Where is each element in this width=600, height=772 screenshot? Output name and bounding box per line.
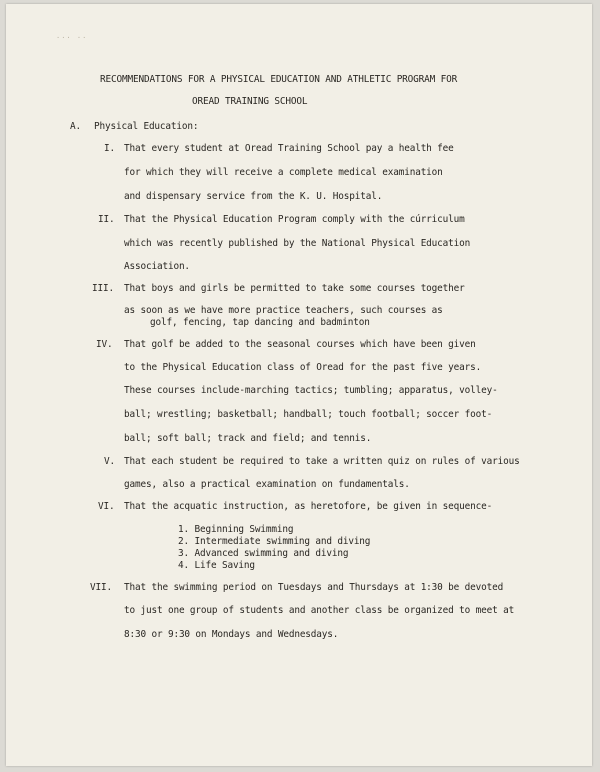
item-numeral: III.	[92, 283, 114, 294]
item-line: ball; wrestling; basketball; handball; touch football; soccer foot-	[124, 409, 493, 420]
item-line: That the swimming period on Tuesdays and Thursdays at 1:30 be devoted	[124, 582, 504, 593]
item-line: That every student at Oread Training School pay a health fee	[124, 143, 454, 154]
item-line: to just one group of students and another class be organized to meet at	[124, 605, 515, 616]
sublist-item: 4. Life Saving	[178, 560, 255, 571]
typed-document-page	[6, 4, 592, 766]
item-line: That boys and girls be permitted to take some courses together	[124, 283, 465, 294]
item-numeral: I.	[104, 143, 115, 154]
item-line: That golf be added to the seasonal courses which have been given	[124, 339, 476, 350]
item-numeral: V.	[104, 456, 115, 467]
item-line: and dispensary service from the K. U. Hospital.	[124, 191, 383, 202]
item-line: That each student be required to take a written quiz on rules of various	[124, 456, 520, 467]
item-numeral: II.	[98, 214, 115, 225]
section-heading: Physical Education:	[94, 121, 199, 132]
document-title-line-2: OREAD TRAINING SCHOOL	[192, 96, 308, 107]
document-title-line-1: RECOMMENDATIONS FOR A PHYSICAL EDUCATION AND ATHLETIC PROGRAM FOR	[100, 74, 458, 85]
item-line: 8:30 or 9:30 on Mondays and Wednesdays.	[124, 629, 339, 640]
item-line: golf, fencing, tap dancing and badminton	[150, 317, 370, 328]
item-numeral: VI.	[98, 501, 115, 512]
item-line: Association.	[124, 261, 190, 272]
item-line: to the Physical Education class of Oread for the past five years.	[124, 362, 482, 373]
item-numeral: VII.	[90, 582, 112, 593]
item-line: which was recently published by the National Physical Education	[124, 238, 471, 249]
item-line: That the Physical Education Program comply with the cúrriculum	[124, 214, 465, 225]
item-line: as soon as we have more practice teachers, such courses as	[124, 305, 443, 316]
item-line: games, also a practical examination on fundamentals.	[124, 479, 410, 490]
corner-mark: ··· ··	[56, 34, 88, 42]
sublist-item: 1. Beginning Swimming	[178, 524, 294, 535]
item-line: for which they will receive a complete medical examination	[124, 167, 443, 178]
section-label: A.	[70, 121, 81, 132]
item-line: That the acquatic instruction, as heretofore, be given in sequence-	[124, 501, 493, 512]
item-line: ball; soft ball; track and field; and tennis.	[124, 433, 372, 444]
item-line: These courses include-marching tactics; tumbling; apparatus, volley-	[124, 385, 498, 396]
sublist-item: 3. Advanced swimming and diving	[178, 548, 349, 559]
item-numeral: IV.	[96, 339, 113, 350]
sublist-item: 2. Intermediate swimming and diving	[178, 536, 371, 547]
